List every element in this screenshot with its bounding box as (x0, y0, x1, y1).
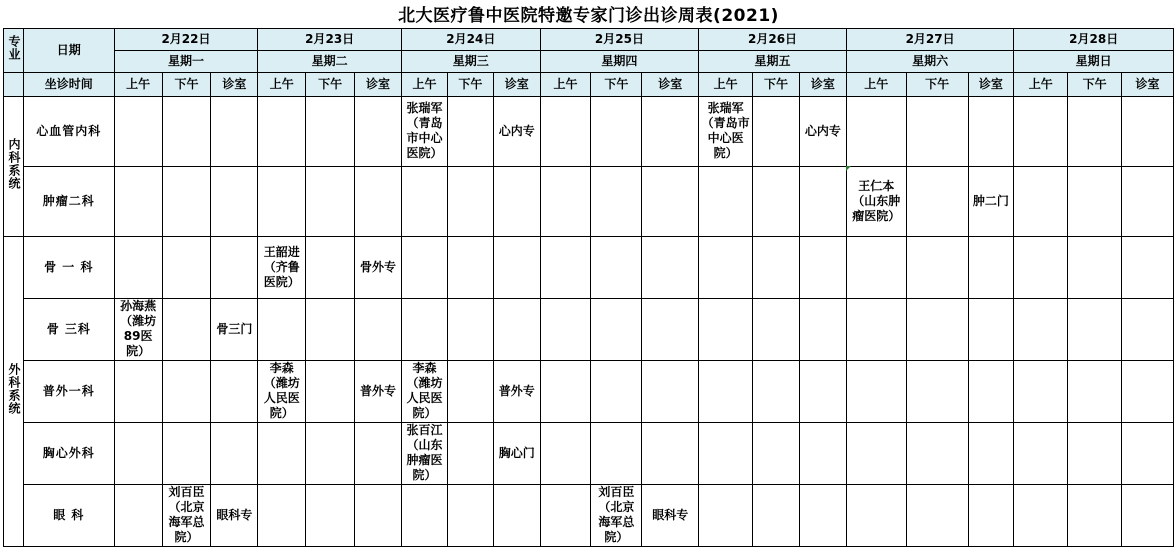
department-name: 肿瘤二科 (23, 166, 114, 236)
clinic-room-cell (355, 422, 402, 484)
day-date: 2月26日 (699, 28, 847, 50)
department-name: 普外一科 (23, 360, 114, 422)
morning-doctor-cell (699, 236, 753, 298)
department-name: 心血管内科 (23, 96, 114, 166)
morning-doctor-cell (699, 484, 753, 546)
morning-doctor-cell (1014, 484, 1068, 546)
clinic-room-cell (642, 96, 699, 166)
morning-doctor-cell: 王仁本（山东肿瘤医院） (846, 166, 906, 236)
afternoon-doctor-cell (1068, 422, 1122, 484)
morning-doctor-cell (540, 166, 591, 236)
morning-header: 上午 (1014, 72, 1068, 96)
morning-doctor-cell (401, 298, 447, 360)
clinic-room-cell (493, 236, 540, 298)
clinic-room-cell (355, 484, 402, 546)
morning-doctor-cell (114, 166, 162, 236)
morning-header: 上午 (540, 72, 591, 96)
afternoon-header: 下午 (753, 72, 800, 96)
day-date: 2月27日 (846, 28, 1014, 50)
morning-header: 上午 (401, 72, 447, 96)
system-group (4, 236, 24, 546)
day-date: 2月22日 (114, 28, 258, 50)
specialty-label: 专业 (6, 35, 21, 61)
clinic-room-cell: 胸心门 (493, 422, 540, 484)
day-weekday: 星期四 (540, 50, 699, 72)
morning-doctor-cell (540, 484, 591, 546)
morning-doctor-cell (540, 96, 591, 166)
afternoon-header: 下午 (162, 72, 211, 96)
clinic-room-cell: 普外专 (355, 360, 402, 422)
afternoon-doctor-cell (753, 166, 800, 236)
afternoon-doctor-cell (753, 96, 800, 166)
afternoon-doctor-cell (753, 484, 800, 546)
clinic-room-cell (968, 360, 1014, 422)
afternoon-doctor-cell: 刘百臣（北京海军总院） (591, 484, 642, 546)
clinic-room-cell (1122, 484, 1174, 546)
day-weekday: 星期五 (699, 50, 847, 72)
department-name: 胸心外科 (23, 422, 114, 484)
clinic-room-cell (355, 166, 402, 236)
clinic-room-cell: 肿二门 (968, 166, 1014, 236)
morning-header: 上午 (114, 72, 162, 96)
morning-doctor-cell (114, 484, 162, 546)
morning-doctor-cell (540, 298, 591, 360)
afternoon-doctor-cell (1068, 166, 1122, 236)
afternoon-header: 下午 (447, 72, 493, 96)
day-weekday: 星期六 (846, 50, 1014, 72)
clinic-room-cell: 眼科专 (211, 484, 258, 546)
morning-doctor-cell (540, 236, 591, 298)
clinic-room-cell (799, 360, 846, 422)
morning-doctor-cell: 王韶进（齐鲁医院） (258, 236, 306, 298)
morning-doctor-cell (846, 422, 906, 484)
afternoon-doctor-cell (591, 236, 642, 298)
morning-doctor-cell (258, 422, 306, 484)
department-name: 眼 科 (23, 484, 114, 546)
room-header: 诊室 (211, 72, 258, 96)
clinic-room-cell (211, 422, 258, 484)
day-date: 2月28日 (1014, 28, 1174, 50)
clinic-room-cell: 骨三门 (211, 298, 258, 360)
morning-doctor-cell (401, 236, 447, 298)
afternoon-doctor-cell (906, 236, 968, 298)
afternoon-doctor-cell (162, 360, 211, 422)
clinic-room-cell: 心内专 (493, 96, 540, 166)
room-header: 诊室 (799, 72, 846, 96)
day-weekday: 星期一 (114, 50, 258, 72)
clinic-room-cell (1122, 96, 1174, 166)
afternoon-header: 下午 (906, 72, 968, 96)
afternoon-doctor-cell (306, 96, 355, 166)
clinic-room-cell (642, 236, 699, 298)
afternoon-doctor-cell (306, 422, 355, 484)
morning-doctor-cell (1014, 236, 1068, 298)
afternoon-doctor-cell (591, 298, 642, 360)
morning-doctor-cell: 张瑞军（青岛市中心医院） (401, 96, 447, 166)
morning-doctor-cell (846, 96, 906, 166)
afternoon-doctor-cell (591, 166, 642, 236)
afternoon-doctor-cell (906, 166, 968, 236)
afternoon-doctor-cell (591, 422, 642, 484)
afternoon-doctor-cell (162, 96, 211, 166)
afternoon-doctor-cell (753, 422, 800, 484)
afternoon-doctor-cell (447, 236, 493, 298)
afternoon-doctor-cell (447, 96, 493, 166)
morning-doctor-cell (846, 484, 906, 546)
clinic-room-cell (799, 166, 846, 236)
schedule-table (3, 5, 1174, 547)
day-date: 2月24日 (401, 28, 540, 50)
clinic-room-cell (799, 298, 846, 360)
clinic-room-cell (968, 298, 1014, 360)
room-header: 诊室 (968, 72, 1014, 96)
afternoon-doctor-cell (447, 298, 493, 360)
morning-doctor-cell (699, 298, 753, 360)
afternoon-doctor-cell: 刘百臣（北京海军总院） (162, 484, 211, 546)
clinic-room-cell (211, 360, 258, 422)
morning-doctor-cell: 张瑞军（青岛市中心医院） (699, 96, 753, 166)
morning-header: 上午 (699, 72, 753, 96)
clinic-room-cell: 普外专 (493, 360, 540, 422)
morning-doctor-cell (114, 236, 162, 298)
morning-doctor-cell (114, 422, 162, 484)
clinic-room-cell (1122, 422, 1174, 484)
morning-doctor-cell (401, 484, 447, 546)
room-header: 诊室 (642, 72, 699, 96)
morning-doctor-cell (1014, 360, 1068, 422)
comment-marker-icon (846, 166, 851, 171)
afternoon-doctor-cell (753, 236, 800, 298)
morning-doctor-cell (846, 236, 906, 298)
morning-doctor-cell: 李森（潍坊人民医院） (258, 360, 306, 422)
afternoon-doctor-cell (447, 166, 493, 236)
page-title: 北大医疗鲁中医院特邀专家门诊出诊周表(2021) (4, 5, 1174, 28)
day-weekday: 星期日 (1014, 50, 1174, 72)
afternoon-header: 下午 (1068, 72, 1122, 96)
morning-doctor-cell (699, 422, 753, 484)
afternoon-header: 下午 (306, 72, 355, 96)
clinic-room-cell (799, 484, 846, 546)
clinic-room-cell (968, 422, 1014, 484)
clinic-room-cell (968, 96, 1014, 166)
afternoon-doctor-cell (591, 360, 642, 422)
clinic-room-cell (642, 422, 699, 484)
date-label: 日期 (23, 28, 114, 72)
clinic-room-cell: 骨外专 (355, 236, 402, 298)
morning-doctor-cell: 李森（潍坊人民医院） (401, 360, 447, 422)
morning-doctor-cell (846, 360, 906, 422)
afternoon-doctor-cell (591, 96, 642, 166)
afternoon-doctor-cell (906, 484, 968, 546)
morning-doctor-cell (1014, 298, 1068, 360)
day-weekday: 星期二 (258, 50, 402, 72)
morning-header: 上午 (846, 72, 906, 96)
clinic-room-cell (211, 166, 258, 236)
afternoon-doctor-cell (753, 360, 800, 422)
room-header: 诊室 (1122, 72, 1174, 96)
afternoon-doctor-cell (906, 422, 968, 484)
clinic-room-cell (642, 166, 699, 236)
afternoon-doctor-cell (306, 360, 355, 422)
afternoon-doctor-cell (906, 360, 968, 422)
afternoon-doctor-cell (306, 298, 355, 360)
day-date: 2月23日 (258, 28, 402, 50)
morning-doctor-cell (114, 360, 162, 422)
room-header: 诊室 (493, 72, 540, 96)
clinic-room-cell: 眼科专 (642, 484, 699, 546)
afternoon-doctor-cell (1068, 236, 1122, 298)
afternoon-doctor-cell (753, 298, 800, 360)
clinic-room-cell (799, 422, 846, 484)
morning-doctor-cell (1014, 96, 1068, 166)
afternoon-doctor-cell (306, 166, 355, 236)
department-name: 骨 三科 (23, 298, 114, 360)
clinic-room-cell (493, 298, 540, 360)
afternoon-doctor-cell (447, 360, 493, 422)
clinic-room-cell (493, 166, 540, 236)
clinic-room-cell (968, 236, 1014, 298)
morning-doctor-cell (401, 166, 447, 236)
morning-doctor-cell (1014, 166, 1068, 236)
time-label: 坐诊时间 (23, 72, 114, 96)
afternoon-doctor-cell (162, 298, 211, 360)
room-header: 诊室 (355, 72, 402, 96)
afternoon-doctor-cell (447, 484, 493, 546)
morning-header: 上午 (258, 72, 306, 96)
system-group-label: 内科系统 (6, 138, 21, 190)
morning-doctor-cell (540, 422, 591, 484)
afternoon-doctor-cell (1068, 96, 1122, 166)
clinic-room-cell (1122, 166, 1174, 236)
morning-doctor-cell (114, 96, 162, 166)
morning-doctor-cell (1014, 422, 1068, 484)
afternoon-doctor-cell (162, 422, 211, 484)
morning-doctor-cell (846, 298, 906, 360)
clinic-room-cell (1122, 360, 1174, 422)
afternoon-doctor-cell (906, 298, 968, 360)
clinic-room-cell (1122, 236, 1174, 298)
afternoon-doctor-cell (306, 484, 355, 546)
clinic-room-cell (799, 236, 846, 298)
afternoon-header: 下午 (591, 72, 642, 96)
morning-doctor-cell (540, 360, 591, 422)
morning-doctor-cell (258, 166, 306, 236)
morning-doctor-cell (258, 484, 306, 546)
morning-doctor-cell (699, 360, 753, 422)
clinic-room-cell (1122, 298, 1174, 360)
clinic-room-cell (355, 96, 402, 166)
clinic-room-cell (493, 484, 540, 546)
afternoon-doctor-cell (1068, 360, 1122, 422)
afternoon-doctor-cell (306, 236, 355, 298)
clinic-room-cell (642, 298, 699, 360)
clinic-room-cell (211, 236, 258, 298)
afternoon-doctor-cell (1068, 298, 1122, 360)
system-group (4, 96, 24, 236)
specialty-header (4, 28, 24, 72)
morning-doctor-cell (258, 298, 306, 360)
system-group-label: 外科系统 (6, 363, 21, 415)
afternoon-doctor-cell (906, 96, 968, 166)
day-weekday: 星期三 (401, 50, 540, 72)
specialty-spacer (4, 72, 24, 96)
clinic-room-cell (211, 96, 258, 166)
afternoon-doctor-cell (162, 166, 211, 236)
morning-doctor-cell (258, 96, 306, 166)
afternoon-doctor-cell (447, 422, 493, 484)
department-name: 骨 一 科 (23, 236, 114, 298)
morning-doctor-cell: 孙海燕（潍坊89医院） (114, 298, 162, 360)
morning-doctor-cell: 张百江（山东肿瘤医院） (401, 422, 447, 484)
clinic-room-cell (355, 298, 402, 360)
morning-doctor-cell (699, 166, 753, 236)
day-date: 2月25日 (540, 28, 699, 50)
afternoon-doctor-cell (162, 236, 211, 298)
clinic-room-cell: 心内专 (799, 96, 846, 166)
clinic-room-cell (642, 360, 699, 422)
afternoon-doctor-cell (1068, 484, 1122, 546)
clinic-room-cell (968, 484, 1014, 546)
